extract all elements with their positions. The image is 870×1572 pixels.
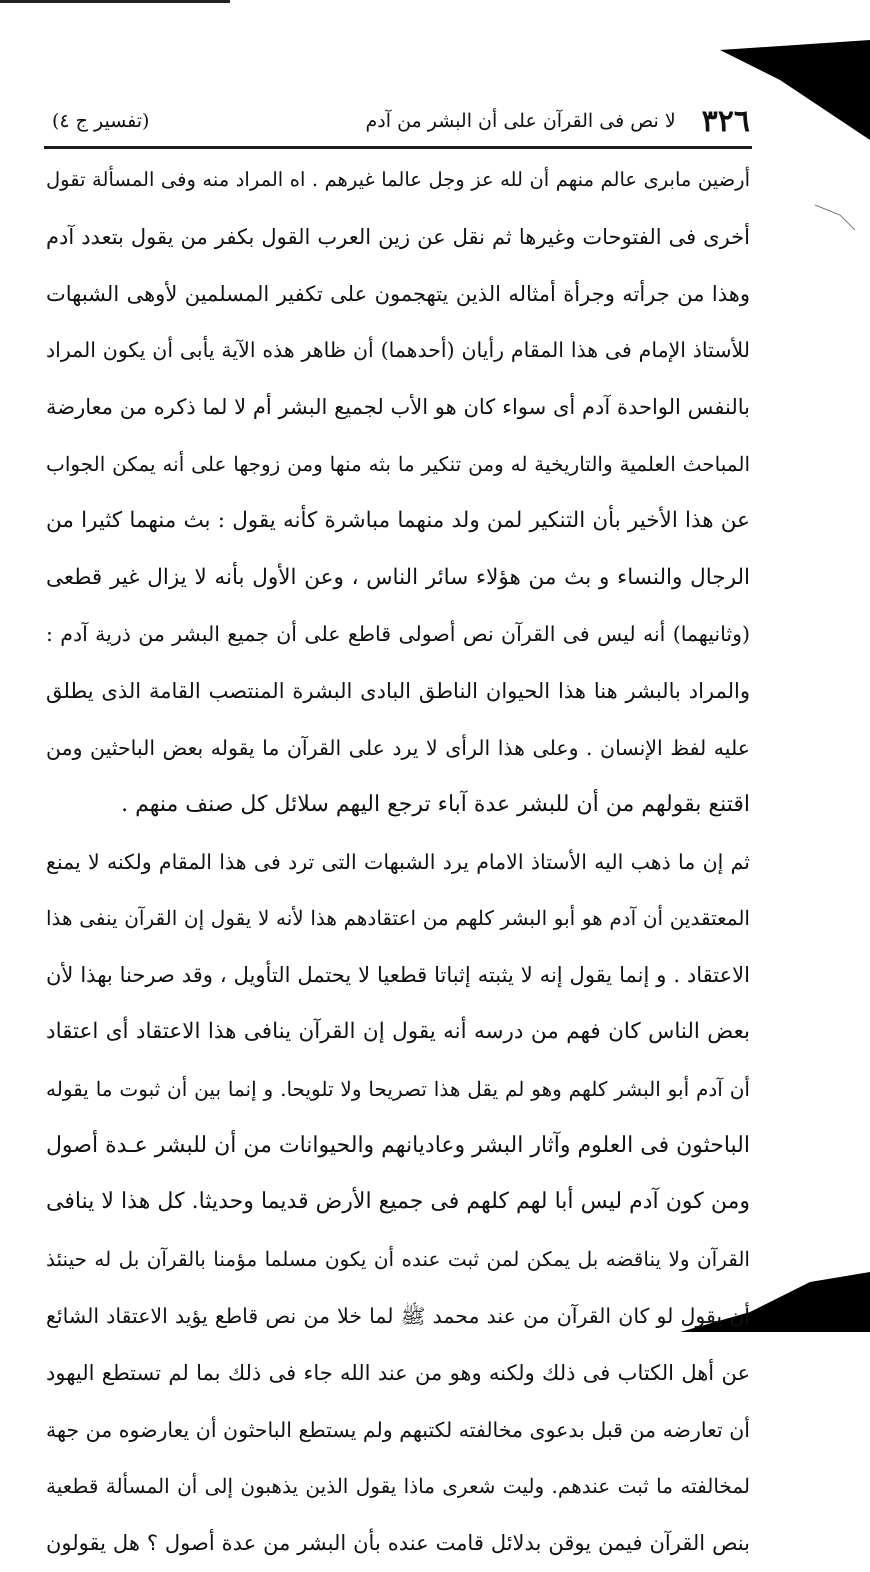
text-line: للأستاذ الإمام فى هذا المقام رأيان (أحدهما) أن ظاهر هذه الآية يأبى أن يكون المراد <box>46 338 750 363</box>
page-header <box>52 98 750 144</box>
text-line: عن أهل الكتاب فى ذلك ولكنه وهو من عند الله جاء فى ذلك بما لم تستطع اليهود <box>46 1360 750 1385</box>
text-line: الباحثون فى العلوم وآثار البشر وعاديانهم والحيوانات من أن للبشر عـدة أصول <box>46 1132 750 1158</box>
text-line: أن تعارضه من قبل بدعوى مخالفته لكتبهم ولم يستطع الباحثون أن يعارضوه من جهة <box>46 1417 750 1442</box>
text-line: اقتنع بقولهم من أن للبشر عدة آباء ترجع اليهم سلائل كل صنف منهم . <box>121 791 750 817</box>
text-line: الرجال والنساء و بث من هؤلاء سائر الناس ، وعن الأول بأنه لا يزال غير قطعى <box>46 564 750 590</box>
text-line: عليه لفظ الإنسان . وعلى هذا الرأى لا يرد على القرآن ما يقوله بعض الباحثين ومن <box>46 735 750 760</box>
text-line: والمراد بالبشر هنا هذا الحيوان الناطق البادى البشرة المنتصب القامة الذى يطلق <box>46 679 750 704</box>
page-number: ٣٢٦ <box>701 103 750 139</box>
text-line: (وثانيهما) أنه ليس فى القرآن نص أصولى قاطع على أن جميع البشر من ذرية آدم : <box>46 622 750 647</box>
scan-edge-line <box>0 0 230 3</box>
text-line: وهذا من جرأته وجرأة أمثاله الذين يتهجمون على تكفير المسلمين لأوهى الشبهات <box>46 281 750 306</box>
scan-speck <box>810 200 870 240</box>
body-text <box>46 152 750 1572</box>
volume-label: (تفسير ج ٤) <box>52 110 150 132</box>
text-line: لمخالفته ما ثبت عندهم. وليت شعرى ماذا يقول الذين يذهبون إلى أن المسألة قطعية <box>46 1474 750 1499</box>
text-line: القرآن ولا يناقضه بل يمكن لمن ثبت عنده أن يكون مسلما مؤمنا بالقرآن بل له حينئذ <box>46 1247 750 1272</box>
text-line: الاعتقاد . و إنما يقول إنه لا يثبته إثباتا قطعيا لا يحتمل التأويل ، وقد صرحنا بهذا لأن <box>46 963 750 988</box>
text-line: أخرى فى الفتوحات وغيرها ثم نقل عن زين العرب القول بكفر من يقول بتعدد آدم <box>46 224 750 249</box>
text-line: المباحث العلمية والتاريخية له ومن تنكير ما بثه منها ومن زوجها على أنه يمكن الجواب <box>46 451 750 476</box>
text-line: بعض الناس كان فهم من درسه أنه يقول إن القرآن ينافى هذا الاعتقاد أى اعتقاد <box>46 1018 750 1044</box>
text-line: ومن كون آدم ليس أبا لهم كلهم فى جميع الأرض قديما وحديثا. كل هذا لا ينافى <box>46 1189 750 1215</box>
running-title: لا نص فى القرآن على أن البشر من آدم <box>365 110 676 132</box>
text-line: أرضين مابرى عالم منهم أن لله عز وجل عالما غيرهم . اه المراد منه وفى المسألة تقول <box>46 168 750 191</box>
text-line: أن آدم أبو البشر كلهم وهو لم يقل هذا تصريحا ولا تلويحا. و إنما بين أن ثبوت ما يقوله <box>46 1076 750 1101</box>
text-line: بالنفس الواحدة آدم أى سواء كان هو الأب لجميع البشر أم لا لما ذكره من معارضة <box>46 395 750 420</box>
text-line: بنص القرآن فيمن يوقن بدلائل قامت عنده بأن البشر من عدة أصول ؟ هل يقولون <box>46 1531 750 1556</box>
text-line: أن يقول لو كان القرآن من عند محمد ﷺ لما خلا من نص قاطع يؤيد الاعتقاد الشائع <box>46 1303 750 1328</box>
text-line: ثم إن ما ذهب اليه الأستاذ الامام يرد الشبهات التى ترد فى هذا المقام ولكنه لا يمنع <box>46 849 750 874</box>
text-line: المعتقدين أن آدم هو أبو البشر كلهم من اعتقادهم هذا لأنه لا يقول إن القرآن ينفى هذا <box>46 906 750 931</box>
header-rule <box>44 146 752 149</box>
text-line: عن هذا الأخير بأن التنكير لمن ولد منهما مباشرة كأنه يقول : بث منهما كثيرا من <box>46 507 750 533</box>
